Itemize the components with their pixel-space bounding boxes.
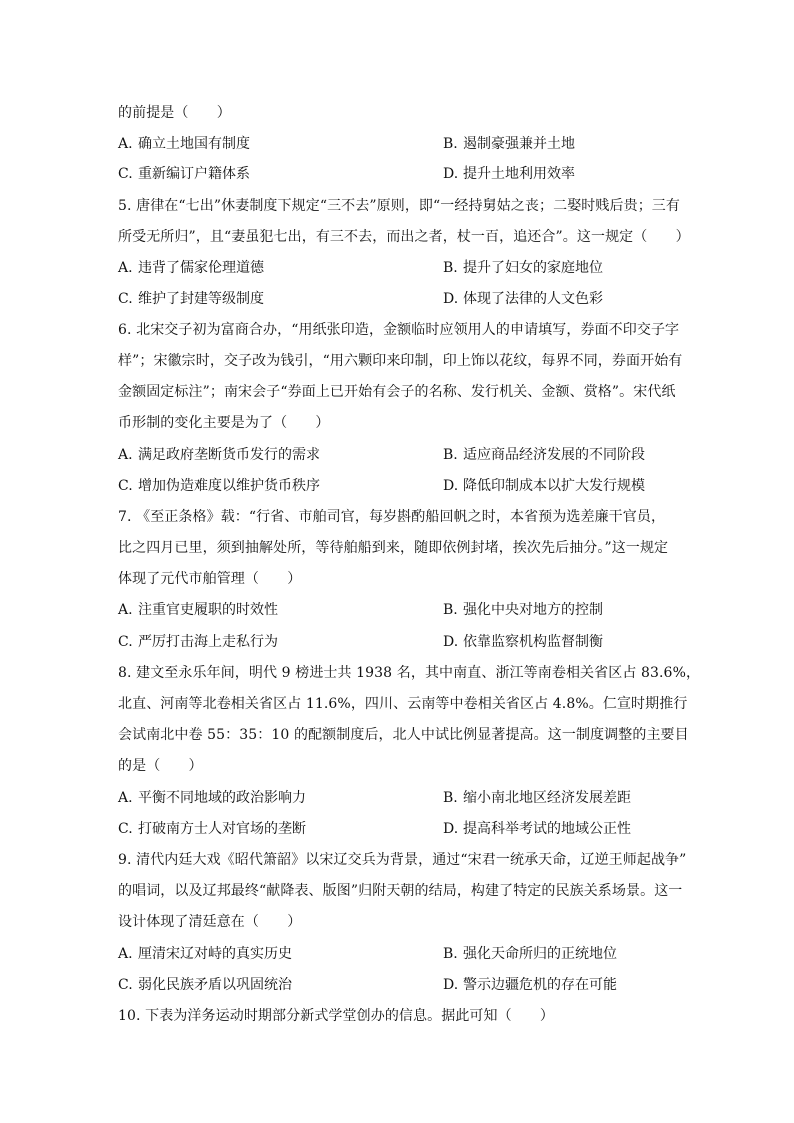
question-5-stem-line-2: 所受无所归”，且“妻虽犯七出，有三不去，而出之者，杖一百，追还合”。这一规定（ ）	[118, 229, 690, 245]
q8-option-b[interactable]	[443, 788, 631, 808]
q6-option-c[interactable]	[118, 476, 320, 496]
option-letter: C.	[118, 291, 133, 307]
option-letter: D.	[443, 291, 459, 307]
option-letter: A.	[118, 260, 133, 276]
option-letter: B.	[443, 136, 458, 152]
option-text: 维护了封建等级制度	[138, 291, 264, 307]
q7-option-a[interactable]	[118, 600, 278, 620]
option-letter: D.	[443, 166, 459, 182]
option-text: 确立土地国有制度	[138, 136, 250, 152]
q4-option-b[interactable]	[443, 134, 575, 154]
q9-option-a[interactable]	[118, 944, 292, 964]
question-9-stem-line-1: 9. 清代内廷大戏《昭代箫韶》以宋辽交兵为背景，通过“宋君一统承天命，辽逆王师起战争”	[118, 852, 687, 868]
option-letter: C.	[118, 166, 133, 182]
option-letter: A.	[118, 136, 133, 152]
option-letter: C.	[118, 977, 133, 993]
option-text: 降低印制成本以扩大发行规模	[463, 478, 645, 494]
question-7-stem-line-1: 7. 《至正条格》载：“行省、市舶司官，每岁斟酌船回帆之时，本省预为选差廉干官员，	[118, 509, 666, 525]
q9-option-c[interactable]	[118, 975, 292, 995]
option-text: 违背了儒家伦理道德	[138, 260, 264, 276]
question-4-stem-tail: 的前提是（ ）	[118, 105, 231, 121]
question-6-stem-line-3: 金额固定标注”；南宋会子“券面上已开始有会子的名称、发行机关、金额、赏格”。宋代纸	[118, 384, 676, 400]
q4-option-d[interactable]	[443, 164, 575, 184]
option-letter: B.	[443, 946, 458, 962]
question-8-stem-line-4: 的是（ ）	[118, 758, 203, 774]
q4-option-c[interactable]	[118, 164, 250, 184]
option-text: 提升土地利用效率	[463, 166, 575, 182]
q9-option-b[interactable]	[443, 944, 617, 964]
q8-option-a[interactable]	[118, 788, 306, 808]
q8-option-d[interactable]	[443, 819, 631, 839]
q5-option-d[interactable]	[443, 289, 603, 309]
question-9-stem-line-3: 设计体现了清廷意在（ ）	[118, 914, 302, 930]
option-letter: A.	[118, 447, 133, 463]
option-letter: A.	[118, 602, 133, 618]
question-8-stem-line-3: 会试南北中卷 55：35：10 的配额制度后，北人中试比例显著提高。这一制度调整的主要目	[118, 727, 689, 743]
q8-option-c[interactable]	[118, 819, 306, 839]
question-7-stem-line-2: 比之四月已里，须到抽解处所，等待舶船到来，随即依例封堵，挨次先后抽分。”这一规定	[118, 540, 669, 556]
option-text: 严厉打击海上走私行为	[138, 634, 278, 650]
question-8-stem-line-2: 北直、河南等北卷相关省区占 11.6%，四川、云南等中卷相关省区占 4.8%。仁宣时期推行	[118, 696, 688, 712]
option-text: 增加伪造难度以维护货币秩序	[138, 478, 320, 494]
option-text: 强化中央对地方的控制	[463, 602, 603, 618]
option-letter: D.	[443, 634, 459, 650]
option-letter: A.	[118, 790, 133, 806]
q6-option-d[interactable]	[443, 476, 645, 496]
q6-option-b[interactable]	[443, 445, 645, 465]
q7-option-c[interactable]	[118, 632, 278, 652]
option-text: 提高科举考试的地域公正性	[463, 821, 631, 837]
option-text: 适应商品经济发展的不同阶段	[463, 447, 645, 463]
option-text: 平衡不同地域的政治影响力	[138, 790, 306, 806]
question-6-stem-line-1: 6. 北宋交子初为富商合办，“用纸张印造，金额临时应领用人的申请填写，券面不印交子字	[118, 322, 680, 338]
option-letter: B.	[443, 260, 458, 276]
option-text: 体现了法律的人文色彩	[463, 291, 603, 307]
q5-option-c[interactable]	[118, 289, 264, 309]
q7-option-b[interactable]	[443, 600, 603, 620]
option-text: 打破南方士人对官场的垄断	[138, 821, 306, 837]
question-7-stem-line-3: 体现了元代市舶管理（ ）	[118, 571, 302, 587]
option-text: 警示边疆危机的存在可能	[463, 977, 617, 993]
question-10-stem: 10. 下表为洋务运动时期部分新式学堂创办的信息。据此可知（ ）	[118, 1008, 555, 1024]
question-5-stem-line-1: 5. 唐律在“七出”休妻制度下规定“三不去”原则，即“一经持舅姑之丧；二娶时贱后贵；三有	[118, 198, 680, 214]
option-letter: D.	[443, 977, 459, 993]
option-letter: B.	[443, 602, 458, 618]
option-letter: B.	[443, 790, 458, 806]
question-9-stem-line-2: 的唱词，以及辽邦最终“献降表、版图”归附天朝的结局，构建了特定的民族关系场景。这一	[118, 883, 683, 899]
question-8-stem-line-1: 8. 建文至永乐年间，明代 9 榜进士共 1938 名，其中南直、浙江等南卷相关省区占 83.6%，	[118, 665, 701, 681]
option-text: 满足政府垄断货币发行的需求	[138, 447, 320, 463]
q9-option-d[interactable]	[443, 975, 617, 995]
option-text: 重新编订户籍体系	[138, 166, 250, 182]
option-text: 遏制豪强兼并土地	[463, 136, 575, 152]
q5-option-a[interactable]	[118, 258, 264, 278]
question-6-stem-line-4: 币形制的变化主要是为了（ ）	[118, 415, 330, 431]
option-text: 弱化民族矛盾以巩固统治	[138, 977, 292, 993]
option-letter: C.	[118, 821, 133, 837]
option-letter: D.	[443, 821, 459, 837]
option-text: 依靠监察机构监督制衡	[463, 634, 603, 650]
option-text: 提升了妇女的家庭地位	[463, 260, 603, 276]
option-letter: C.	[118, 634, 133, 650]
option-letter: A.	[118, 946, 133, 962]
q6-option-a[interactable]	[118, 445, 320, 465]
option-text: 强化天命所归的正统地位	[463, 946, 617, 962]
question-6-stem-line-2: 样”；宋徽宗时，交子改为钱引，“用六颗印来印制，印上饰以花纹，每界不同，券面开始有	[118, 353, 683, 369]
option-text: 缩小南北地区经济发展差距	[463, 790, 631, 806]
option-letter: D.	[443, 478, 459, 494]
q5-option-b[interactable]	[443, 258, 603, 278]
option-text: 注重官吏履职的时效性	[138, 602, 278, 618]
option-letter: C.	[118, 478, 133, 494]
option-text: 厘清宋辽对峙的真实历史	[138, 946, 292, 962]
option-letter: B.	[443, 447, 458, 463]
q4-option-a[interactable]	[118, 134, 250, 154]
q7-option-d[interactable]	[443, 632, 603, 652]
